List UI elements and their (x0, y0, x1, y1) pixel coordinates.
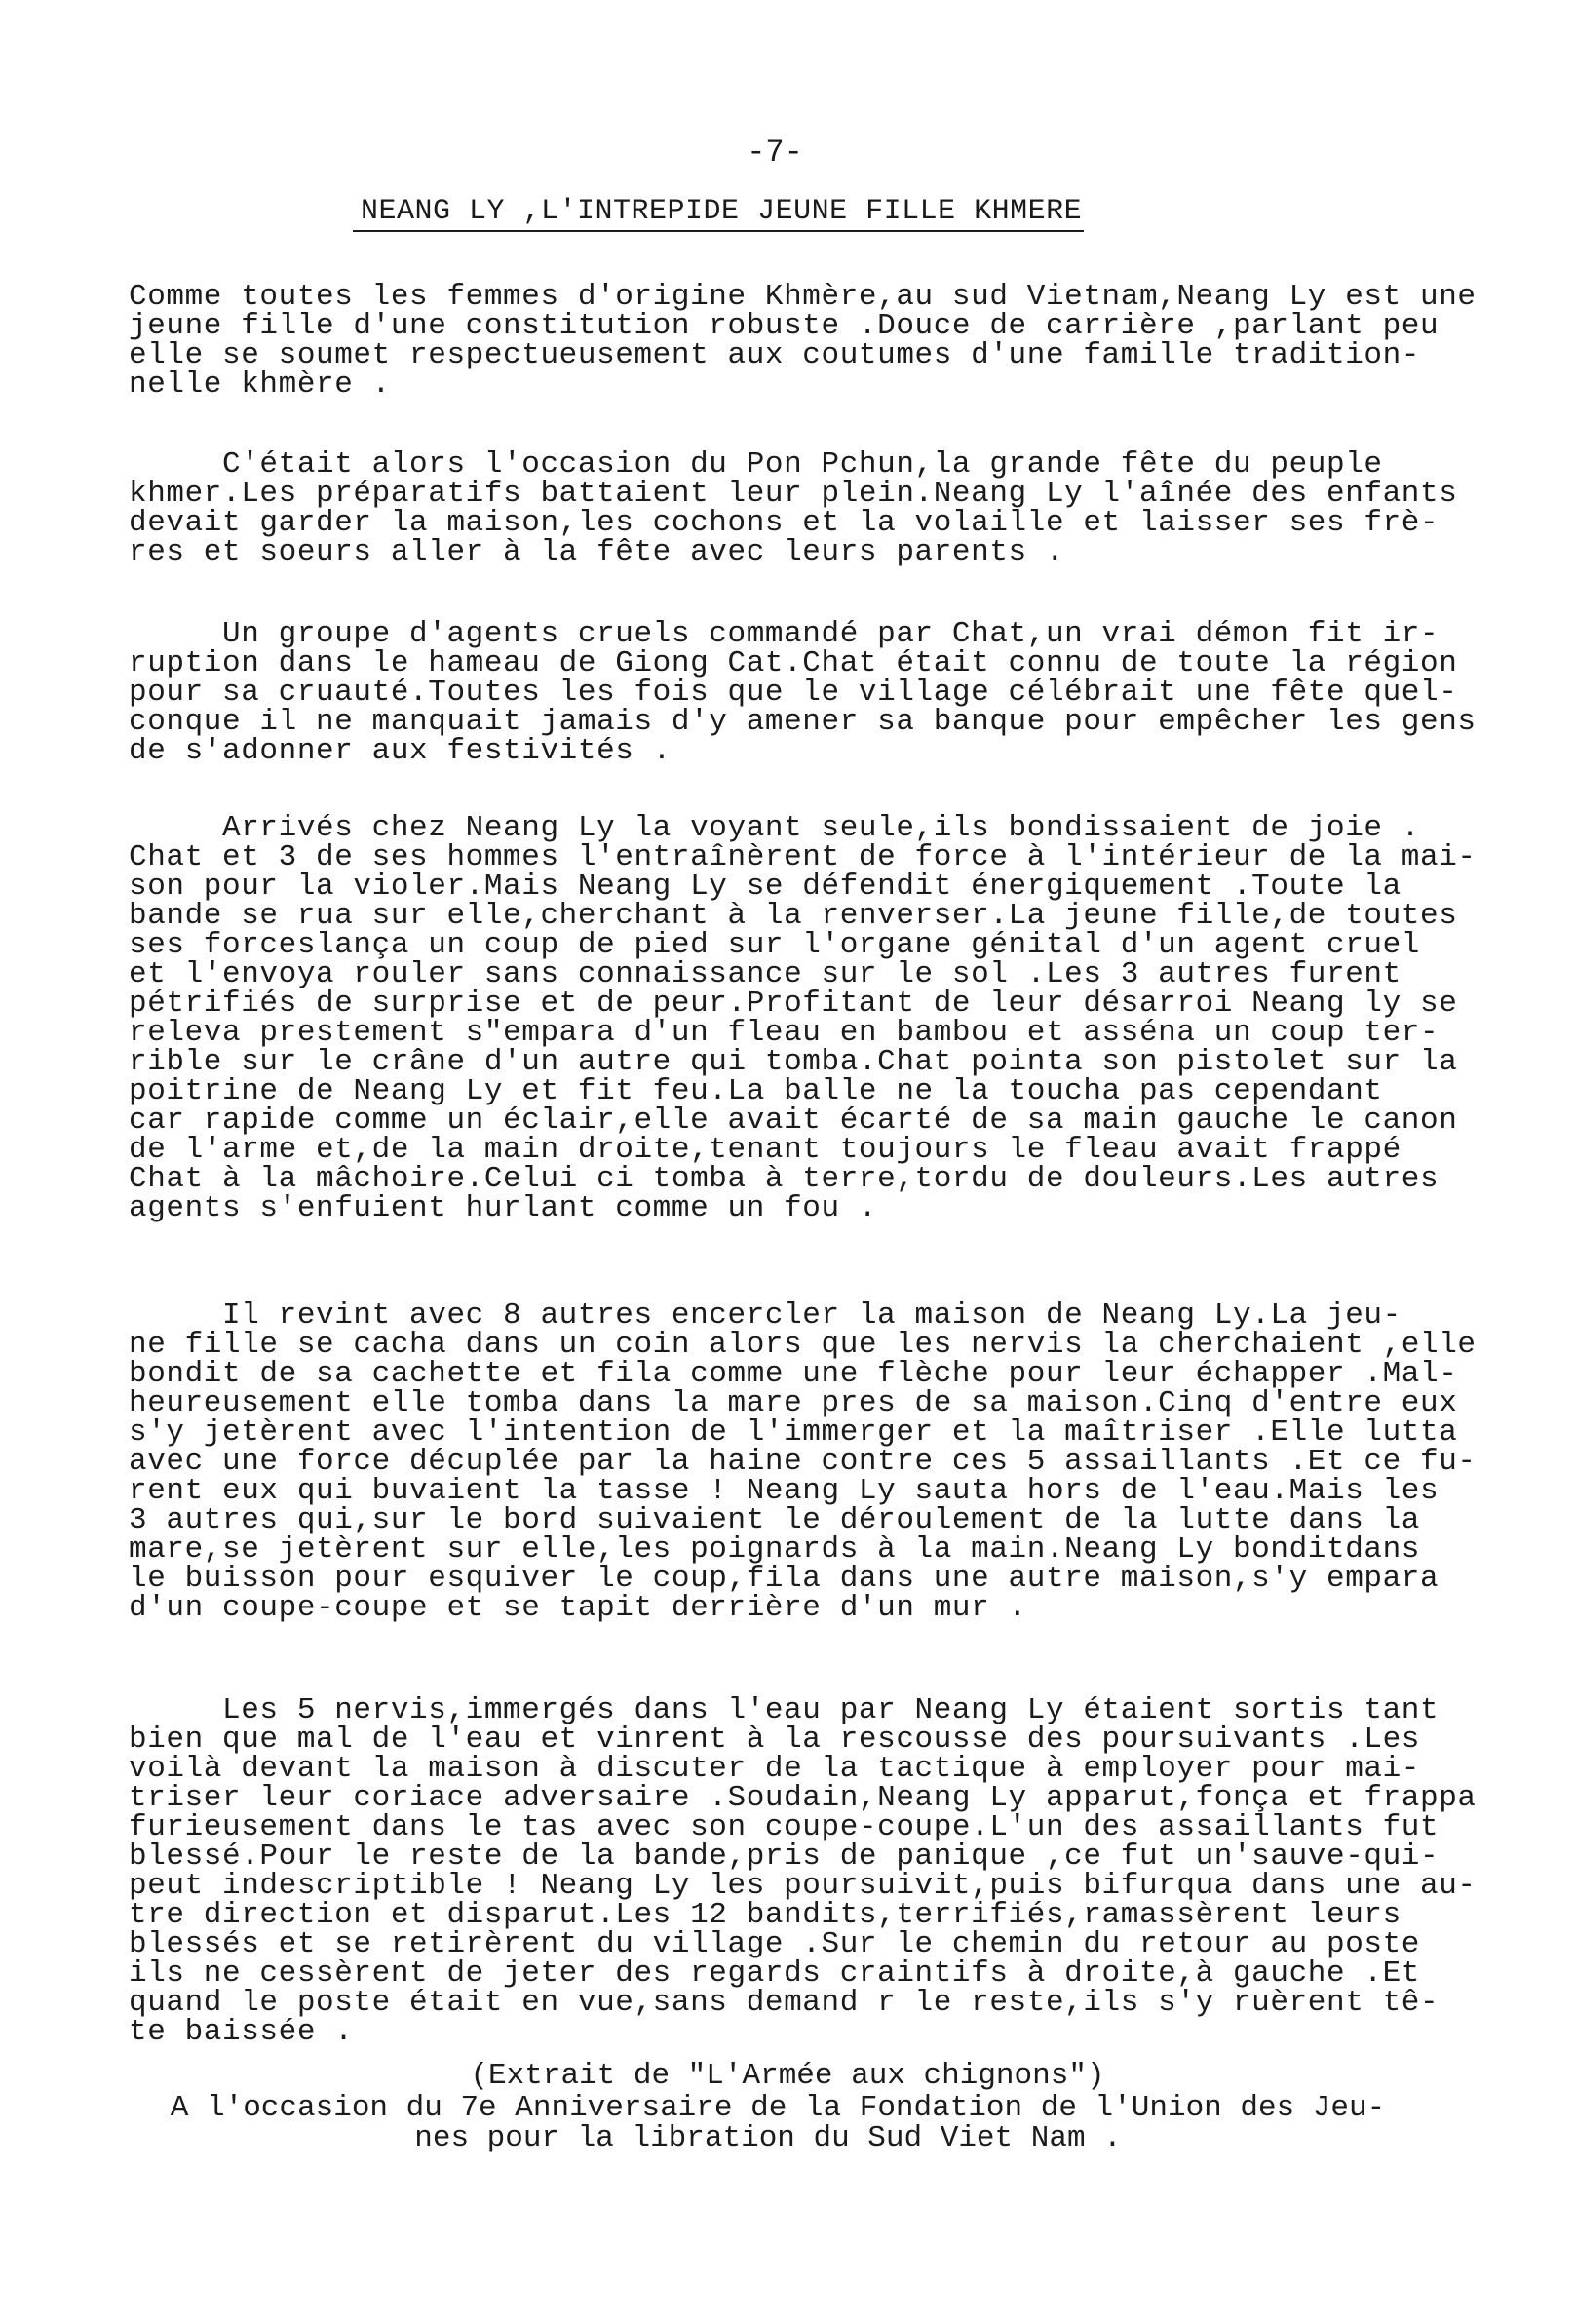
occasion-line-1: A l'occasion du 7e Anniversaire de la Fondation de l'Union des Jeu- (170, 2091, 1386, 2125)
article-title: NEANG LY ,L'INTREPIDE JEUNE FILLE KHMERE (353, 195, 1084, 232)
occasion-line-2: nes pour la libration du Sud Viet Nam . (414, 2121, 1122, 2155)
paragraph-1: Comme toutes les femmes d'origine Khmère,au sud Vietnam,Neang Ly est une jeune fille d'une constitution robuste .Douce de carrière ,parlant peu elle se soumet respectueusement aux coutumes d'une famille tradition- nelle khmère . (129, 280, 1477, 402)
paragraph-5: Il revint avec 8 autres encercler la maison de Neang Ly.La jeu- ne fille se cacha dans un coin alors que les nervis la cherchaient ,elle bondit de sa cachette et fila comme une flèche pour leur échapper .Mal- heureusement elle tomba dans la mare pres de sa maison.Cinq d'entre eux s'y jetèrent avec l'intention de l'immerger et la maîtriser .Elle lutta avec une force décuplée par la haine contre ces 5 assaillants .Et ce fu- rent eux qui buvaient la tasse ! Neang Ly sauta hors de l'eau.Mais les 3 autres qui,sur le bord suivaient le déroulement de la lutte dans la mare,se jetèrent sur elle,les poignards à la main.Neang Ly bonditdans le buisson pour esquiver le coup,fila dans une autre maison,s'y empara d'un coupe-coupe et se tapit derrière d'un mur . (129, 1298, 1477, 1625)
paragraph-3: Un groupe d'agents cruels commandé par Chat,un vrai démon fit ir- ruption dans le hameau de Giong Cat.Chat était connu de toute la région pour sa cruauté.Toutes les fois que le village célébrait une fête quel- conque il ne manquait jamais d'y amener sa banque pour empêcher les gens de s'adonner aux festivités . (129, 617, 1477, 768)
paragraph-4: Arrivés chez Neang Ly la voyant seule,ils bondissaient de joie . Chat et 3 de ses hommes l'entraînèrent de force à l'intérieur de la mai- son pour la violer.Mais Neang Ly se défendit énergiquement .Toute la bande se rua sur elle,cherchant à la renverser.La jeune fille,de toutes ses forceslança un coup de pied sur l'organe génital d'un agent cruel et l'envoya rouler sans connaissance sur le sol .Les 3 autres furent pétrifiés de surprise et de peur.Profitant de leur désarroi Neang ly se releva prestement s"empara d'un fleau en bambou et asséna un coup ter- rible sur le crâne d'un autre qui tomba.Chat pointa son pistolet sur la poitrine de Neang Ly et fit feu.La balle ne la toucha pas cependant car rapide comme un éclair,elle avait écarté de sa main gauche le canon de l'arme et,de la main droite,tenant toujours le fleau avait frappé Chat à la mâchoire.Celui ci tomba à terre,tordu de douleurs.Les autres agents s'enfuient hurlant comme un fou . (129, 811, 1477, 1225)
paragraph-6: Les 5 nervis,immergés dans l'eau par Neang Ly étaient sortis tant bien que mal de l'eau et vinrent à la rescousse des poursuivants .Les voilà devant la maison à discuter de la tactique à employer pour mai- triser leur coriace adversaire .Soudain,Neang Ly apparut,fonça et frappa furieusement dans le tas avec son coupe-coupe.L'un des assaillants fut blessé.Pour le reste de la bande,pris de panique ,ce fut un'sauve-qui- peut indescriptible ! Neang Ly les poursuivit,puis bifurqua dans une au- tre direction et disparut.Les 12 bandits,terrifiés,ramassèrent leurs blessés et se retirèrent du village .Sur le chemin du retour au poste ils ne cessèrent de jeter des regards craintifs à droite,à gauche .Et quand le poste était en vue,sans demand r le reste,ils s'y ruèrent tê- te baissée . (129, 1693, 1477, 2049)
source-citation: (Extrait de "L'Armée aux chignons") (470, 2059, 1105, 2093)
paragraph-2: C'était alors l'occasion du Pon Pchun,la grande fête du peuple khmer.Les préparatifs battaient leur plein.Neang Ly l'aînée des enfants devait garder la maison,les cochons et la volaille et laisser ses frè- res et soeurs aller à la fête avec leurs parents . (129, 447, 1458, 569)
page-number: -7- (747, 135, 803, 171)
